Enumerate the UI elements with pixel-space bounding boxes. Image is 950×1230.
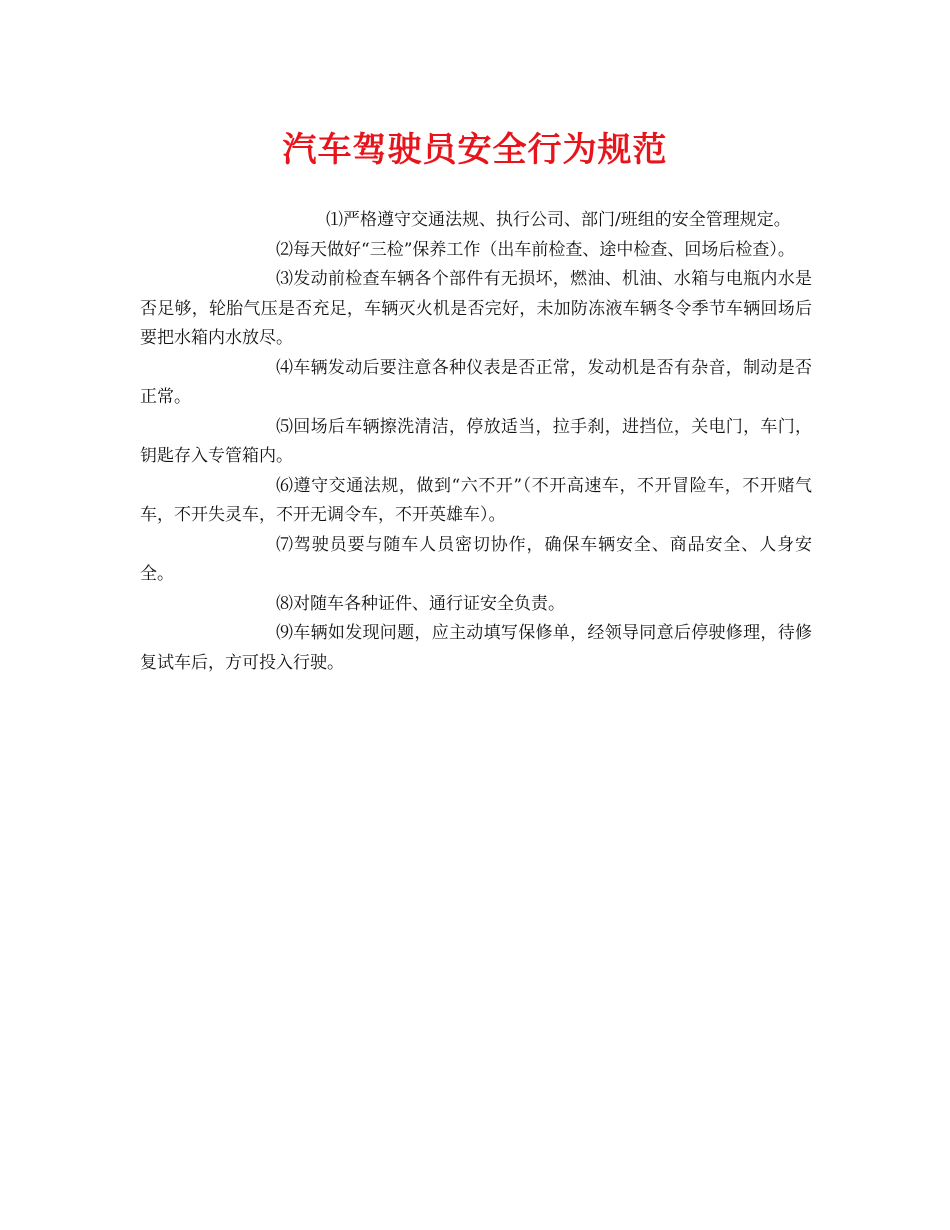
document-body xyxy=(140,206,812,678)
rule-item-1: ⑴严格遵守交通法规、执行公司、部门/班组的安全管理规定。 xyxy=(326,210,791,230)
rule-item-9: ⑼车辆如发现问题，应主动填写保修单，经领导同意后停驶修理，待修复试车后，方可投入行驶。 xyxy=(140,623,812,673)
rule-item-4: ⑷车辆发动后要注意各种仪表是否正常，发动机是否有杂音，制动是否正常。 xyxy=(140,357,812,407)
rule-item-7: ⑺驾驶员要与随车人员密切协作，确保车辆安全、商品安全、人身安全。 xyxy=(140,534,812,584)
document-title: 汽车驾驶员安全行为规范 xyxy=(282,130,668,170)
rule-item-8: ⑻对随车各种证件、通行证安全负责。 xyxy=(276,593,565,614)
rule-item-5: ⑸回场后车辆擦洗清洁，停放适当，拉手刹，进挡位，关电门，车门，钥匙存入专管箱内。 xyxy=(140,416,812,466)
rule-item-2: ⑵每天做好“三检”保养工作（出车前检查、途中检查、回场后检查）。 xyxy=(276,239,795,260)
rule-item-3: ⑶发动前检查车辆各个部件有无损坏，燃油、机油、水箱与电瓶内水是否足够，轮胎气压是否充足，车辆灭火机是否完好，未加防冻液车辆冬令季节车辆回场后要把水箱内水放尽。 xyxy=(140,269,812,348)
rule-item-6: ⑹遵守交通法规，做到“六不开”（不开高速车，不开冒险车，不开赌气车，不开失灵车，不开无调令车，不开英雄车）。 xyxy=(140,475,812,525)
